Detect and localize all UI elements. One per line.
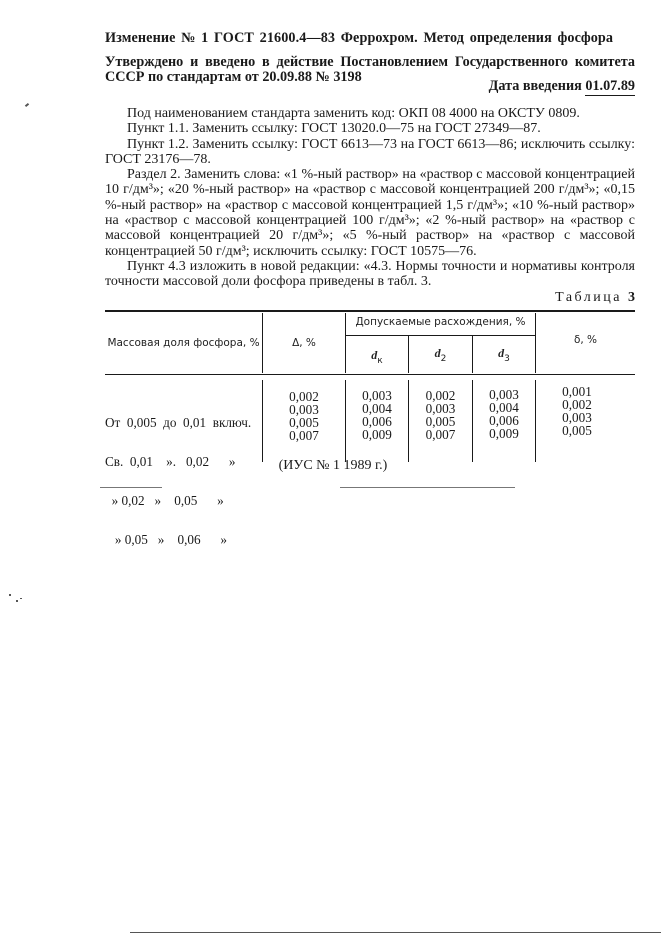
paragraph-clause-4-3: Пункт 4.3 изложить в новой редакции: «4.3. Нормы точности и нормативы контроля точности массовой доли фосфора приведены в табл. 3. — [105, 258, 635, 290]
intro-date-label: Дата введения — [488, 78, 582, 94]
d3-cell: 0,006 — [489, 413, 519, 428]
d2-cell: 0,005 — [425, 414, 456, 429]
table-caption-number: 3 — [628, 290, 635, 305]
scan-rule-left — [100, 487, 162, 488]
d2-symbol: d — [434, 346, 441, 360]
approval-line-1: Утверждено и введено в действие Постановлением Государственного комитета — [105, 54, 635, 70]
group-header-rule — [345, 335, 535, 336]
delta-cell: 0,002 — [289, 389, 319, 404]
table-caption — [555, 290, 635, 306]
header-mass-fraction: Массовая доля фосфора, % — [107, 337, 260, 349]
d3-cell: 0,004 — [489, 400, 519, 415]
mass-fraction-ranges — [105, 390, 251, 572]
scan-speck — [9, 594, 11, 596]
paragraph-clause-1-1: Пункт 1.1. Заменить ссылку: ГОСТ 13020.0—75 на ГОСТ 27349—87. — [127, 121, 541, 137]
d3-symbol: d — [498, 346, 505, 360]
sigma-cell: 0,003 — [562, 410, 592, 425]
delta-cell: 0,007 — [289, 428, 319, 443]
table-top-rule — [105, 310, 635, 312]
page-bottom-rule — [130, 932, 661, 933]
d3-values — [473, 388, 535, 440]
dk-cell: 0,006 — [362, 414, 392, 429]
sigma-cell: 0,002 — [562, 397, 592, 412]
scan-speck — [16, 600, 18, 602]
dk-cell: 0,004 — [362, 401, 392, 416]
d2-subscript: 2 — [440, 354, 447, 364]
delta-cell: 0,005 — [289, 415, 319, 430]
paragraph-section-2: Раздел 2. Заменить слова: «1 %-ный раствор» на «раствор с массовой концентрацией 10 г/дм³»; «20 %-ный раствор» на «раствор с массовой концентрацией 200 г/дм³»; «0,15 %-ный раствор» на «раствор с массовой концентрацией 1,5 г/дм³»; «10 %-ный раствор» на «раствор с массовой концентрацией 100 г/дм³»; «2 %-ный раствор» на «раствор с массовой концентрацией 20 г/дм³»; «5 %-ный раствор» на «раствор с массовой концентрацией 50 г/дм³; исключить ссылку: ГОСТ 10575—76. — [105, 167, 635, 259]
header-sigma: δ, % — [573, 334, 598, 346]
d3-cell: 0,009 — [489, 426, 519, 441]
delta-values — [263, 390, 345, 442]
dk-cell: 0,003 — [362, 388, 392, 403]
scan-speck — [20, 598, 22, 599]
delta-cell: 0,003 — [289, 402, 319, 417]
sigma-values — [536, 385, 618, 437]
source-reference: (ИУС № 1 1989 г.) — [278, 458, 388, 473]
header-dk — [346, 348, 408, 366]
scan-rule-right — [340, 487, 515, 488]
d2-cell: 0,003 — [425, 401, 456, 416]
range-row: От 0,005 до 0,01 включ. — [105, 415, 252, 430]
paragraph-clause-1-2: Пункт 1.2. Заменить ссылку: ГОСТ 6613—73 на ГОСТ 6613—86; исключить ссылку: ГОСТ 23176—78. — [105, 136, 635, 167]
paragraph-okp-code: Под наименованием стандарта заменить код: ОКП 08 4000 на ОКСТУ 0809. — [127, 106, 580, 121]
header-d3 — [473, 346, 535, 364]
sigma-cell: 0,005 — [562, 423, 592, 438]
dk-subscript: к — [377, 356, 383, 366]
introduction-date — [489, 78, 635, 95]
approval-line-2: СССР по стандартам от 20.09.88 № 3198 — [105, 69, 362, 85]
d2-cell: 0,007 — [425, 427, 456, 442]
table-caption-label: Таблица — [555, 290, 622, 305]
header-delta: Δ, % — [292, 337, 316, 349]
sigma-cell: 0,001 — [562, 384, 592, 399]
d3-subscript: 3 — [504, 354, 510, 364]
dk-cell: 0,009 — [362, 427, 392, 442]
header-allowed-differences: Допускаемые расхождения, % — [355, 316, 526, 328]
amendment-title: Изменение № 1 ГОСТ 21600.4—83 Феррохром. Метод определения фосфора — [105, 30, 614, 46]
scan-speck — [25, 103, 29, 107]
d2-values — [409, 389, 472, 441]
d3-cell: 0,003 — [489, 387, 519, 402]
range-row: » 0,02 » 0,05 » — [105, 493, 224, 508]
d2-cell: 0,002 — [425, 388, 456, 403]
range-row: Св. 0,01 ». 0,02 » — [105, 454, 236, 469]
amendment-body — [105, 106, 635, 290]
intro-date-value: 01.07.89 — [585, 78, 635, 94]
range-row: » 0,05 » 0,06 » — [105, 532, 227, 547]
dk-symbol: d — [371, 348, 378, 362]
table-header-rule — [105, 374, 635, 375]
dk-values — [346, 389, 408, 441]
header-d2 — [409, 346, 472, 364]
